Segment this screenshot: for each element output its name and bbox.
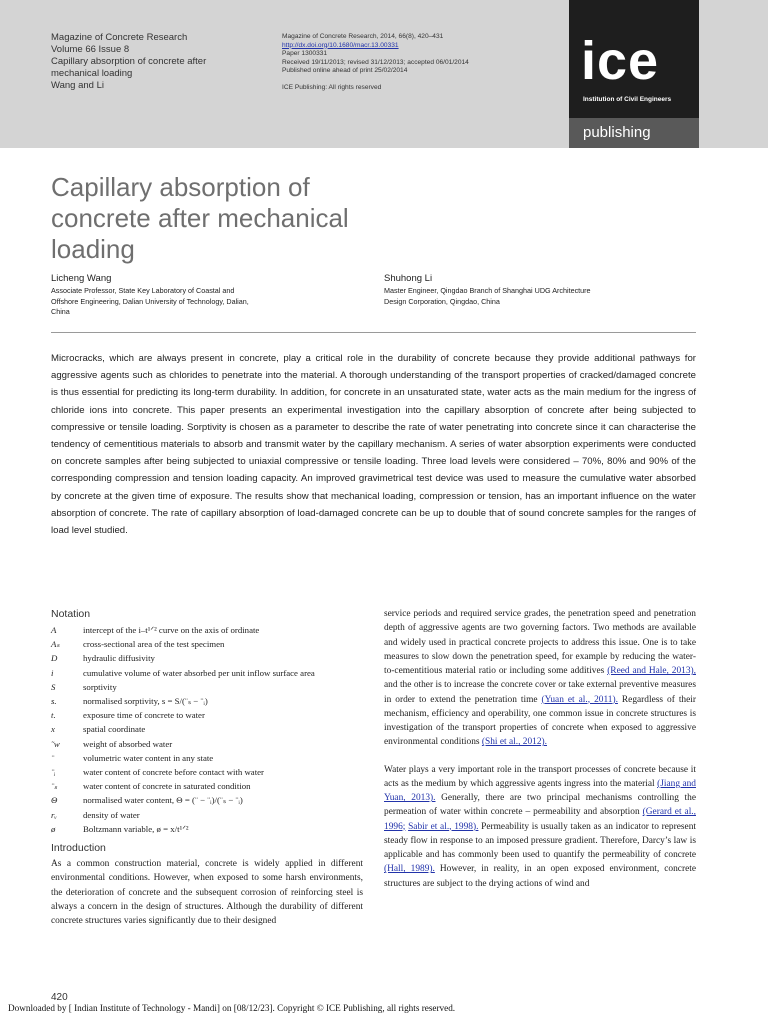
author-block-2	[384, 272, 591, 307]
citation-link[interactable]: Sabir et al., 1998).	[408, 821, 479, 832]
doi-link[interactable]: http://dx.doi.org/10.1680/macr.13.00331	[282, 41, 399, 49]
citation: Magazine of Concrete Research, 2014, 66(8), 420–431	[282, 33, 444, 40]
author-name: Licheng Wang	[51, 273, 112, 284]
journal-name: Magazine of Concrete Research	[51, 32, 188, 43]
notation-definition: exposure time of concrete to water	[83, 710, 205, 721]
author-affiliation-line: China	[51, 307, 70, 316]
author-affiliation-line: Design Corporation, Qingdao, China	[384, 296, 500, 306]
citation-link[interactable]: (Reed and Hale, 2013),	[607, 666, 696, 676]
right-column	[384, 607, 696, 891]
author-affiliation-line: Master Engineer, Qingdao Branch of Shanghai UDG Architecture	[384, 286, 591, 295]
page-number: 420	[51, 992, 68, 1003]
author-block-1	[51, 272, 249, 318]
notation-heading: Notation	[51, 608, 91, 620]
paper-number: Paper 1300331	[282, 50, 328, 58]
notation-item	[51, 666, 363, 680]
notation-definition: Boltzmann variable, ø = x/t¹ᐟ²	[83, 823, 189, 834]
notation-symbol: rᵥ	[51, 809, 57, 820]
introduction-paragraph: As a common construction material, concrete is widely applied in different environmental conditions. However, when exposed to some harsh environments, the deterioration of concrete and the subsequent corrosion of reinforcing steel is always a concern in the design of structures. Although the durability of different concrete structures varies significantly due to their designed	[51, 859, 363, 927]
published-date: Published online ahead of print 25/02/2014	[282, 67, 408, 75]
notation-definition: cross-sectional area of the test specimen	[83, 639, 225, 650]
logo-publishing-label: publishing	[583, 124, 651, 141]
notation-symbol: x	[51, 724, 55, 735]
notation-item	[51, 808, 363, 822]
notation-item	[51, 680, 363, 694]
notation-definition: water content of concrete before contact with water	[83, 767, 264, 778]
notation-symbol: D	[51, 653, 58, 664]
paragraph-text: Regardless of their mechanism, efficiency and operability, one common issue in concrete structures is investigation of the transport properties of concrete when exposed to aggressive environmental conditions	[384, 694, 697, 748]
author-name: Shuhong Li	[384, 273, 433, 284]
notation-item	[51, 765, 363, 779]
paragraph-text: and the other is to increase the concrete cover or take external preventive measures in order to extend the penetration time	[384, 680, 696, 705]
notation-symbol: A	[51, 625, 57, 635]
body-paragraph	[384, 607, 696, 750]
notation-symbol: Aₛ	[51, 639, 60, 650]
ice-logo-mark: ice	[581, 31, 660, 91]
notation-item	[51, 708, 363, 722]
notation-definition: volumetric water content in any state	[83, 752, 214, 763]
notation-definition: hydraulic diffusivity	[83, 653, 155, 664]
notation-symbol: ¨ᵢ	[51, 767, 56, 778]
received-dates: Received 19/11/2013; revised 31/12/2013; accepted 06/01/2014	[282, 58, 469, 66]
journal-info	[51, 32, 206, 92]
publication-info	[282, 33, 469, 93]
notation-item	[51, 737, 363, 751]
notation-definition: water content of concrete in saturated condition	[83, 781, 251, 792]
running-authors: Wang and Li	[51, 80, 104, 91]
abstract	[51, 350, 696, 539]
paragraph-text: Permeability is usually taken as an indicator to represent steady flow in response to an imposed pressure gradient. Therefore, Darcy’s law is applicable and has commonly been used to quantify the permeability of concrete	[384, 821, 696, 860]
citation-link[interactable]: (Jiang and Yuan, 2013).	[384, 778, 696, 803]
notation-item	[51, 822, 363, 836]
notation-symbol: s.	[51, 696, 57, 707]
article-title	[51, 172, 349, 265]
left-column	[51, 607, 363, 928]
notation-symbol: ¨ₛ	[51, 781, 58, 792]
notation-definition: sorptivity	[83, 681, 117, 692]
notation-symbol: S	[51, 681, 56, 692]
rights-statement: ICE Publishing: All rights reserved	[282, 83, 382, 91]
notation-item	[51, 623, 363, 637]
notation-definition: normalised sorptivity, s = S/(¨ₛ − ¨ᵢ)	[83, 696, 208, 707]
author-affiliation-line: Associate Professor, State Key Laboratory of Coastal and	[51, 286, 235, 295]
divider	[51, 332, 696, 333]
notation-definition: weight of absorbed water	[83, 738, 173, 749]
notation-definition: normalised water content, Θ = (¨ − ¨ᵢ)/(¨ₛ − ¨ᵢ)	[83, 795, 243, 806]
notation-symbol: ø	[51, 823, 56, 834]
abstract-text: Microcracks, which are always present in concrete, play a critical role in the durability of concrete because they provide additional pathways for aggressive agents such as chlorides to penetrate into the material. A thorough understanding of the transport properties of cracked/damaged concrete is thus essential for predicting its long-term durability. In addition, for concrete in an unsaturated state, water acts as the main medium for the ingress of chloride ions into concrete. This paper presents an experimental investigation into the capillary absorption of concrete after being subjected to compressive or tensile loading. Sorptivity is chosen as a parameter to describe the rate of water penetrating into concrete since it can characterise the tendency of cementitious materials to absorb and transmit water by the capillary mechanism. A series of water absorption experiments were conducted on concrete samples after being subjected to uniaxial compressive or tensile loading. Three load levels were considered – 70%, 80% and 90% of the corresponding compression and tension loading capacity. An improved gravimetrical test device was used to measure the cumulative water absorbed by concrete at the given time of exposure. The results show that mechanical loading, compression or tension, has an important influence on the water absorption of concrete. The rate of capillary absorption of load-damaged concrete can be up to double that of sound concrete samples for the ranges of load level studied.	[51, 353, 696, 537]
notation-item	[51, 751, 363, 765]
notation-symbol: ˜w	[51, 738, 60, 749]
logo-institution-name: Institution of Civil Engineers	[583, 96, 672, 103]
title-line: concrete after mechanical	[51, 203, 349, 233]
notation-list	[51, 623, 363, 836]
ice-publishing-logo	[569, 0, 699, 148]
notation-definition: spatial coordinate	[83, 724, 146, 735]
paragraph-text: Generally, there are two principal mechanisms controlling the permeation of water within concrete – permeability and absorption	[384, 793, 696, 818]
body-paragraph	[384, 763, 696, 891]
notation-symbol: Θ	[51, 795, 58, 806]
notation-item	[51, 779, 363, 793]
citation-link[interactable]: (Shi et al., 2012).	[481, 737, 548, 748]
notation-symbol: i	[51, 667, 54, 678]
paragraph-text: service periods and required service grades, the penetration speed and penetration depth of aggressive agents are two governing factors. Two methods are available and widely used in practical concrete projects to address this issue. One is to take measures to slow down the penetration speed, for example by reducing the water-to-cementitious material ratio or including some additives	[384, 609, 696, 676]
introduction-heading: Introduction	[51, 842, 106, 855]
citation-link[interactable]: (Hall, 1989).	[384, 864, 435, 875]
title-line: loading	[51, 234, 135, 264]
notation-item	[51, 722, 363, 736]
paragraph-text: Water plays a very important role in the transport processes of concrete because it acts as the medium by which aggressive agents ingress into the material	[384, 764, 696, 789]
notation-item	[51, 694, 363, 708]
notation-definition: density of water	[83, 809, 140, 820]
notation-definition: intercept of the i–t¹ᐟ² curve on the axis of ordinate	[83, 625, 260, 635]
notation-definition: cumulative volume of water absorbed per unit inflow surface area	[83, 667, 315, 678]
running-title-line-2: mechanical loading	[51, 68, 133, 79]
notation-item	[51, 637, 363, 651]
title-line: Capillary absorption of	[51, 172, 310, 202]
running-title-line-1: Capillary absorption of concrete after	[51, 56, 207, 67]
download-footer: Downloaded by [ Indian Institute of Technology - Mandi] on [08/12/23]. Copyright © ICE Publishing, all rights reserved.	[8, 1003, 456, 1013]
citation-link[interactable]: (Yuan et al., 2011).	[541, 694, 618, 705]
journal-volume: Volume 66 Issue 8	[51, 44, 130, 55]
paragraph-text: However, in reality, in an open exposed environment, concrete structures are subject to the drying actions of wind and	[384, 864, 696, 889]
notation-item	[51, 651, 363, 665]
citation-link[interactable]: (Gerard et al., 1996;	[384, 807, 696, 832]
notation-item	[51, 793, 363, 807]
notation-symbol: t.	[51, 710, 56, 721]
author-affiliation-line: Offshore Engineering, Dalian University of Technology, Dalian,	[51, 296, 249, 306]
notation-symbol: ¨	[51, 752, 54, 763]
